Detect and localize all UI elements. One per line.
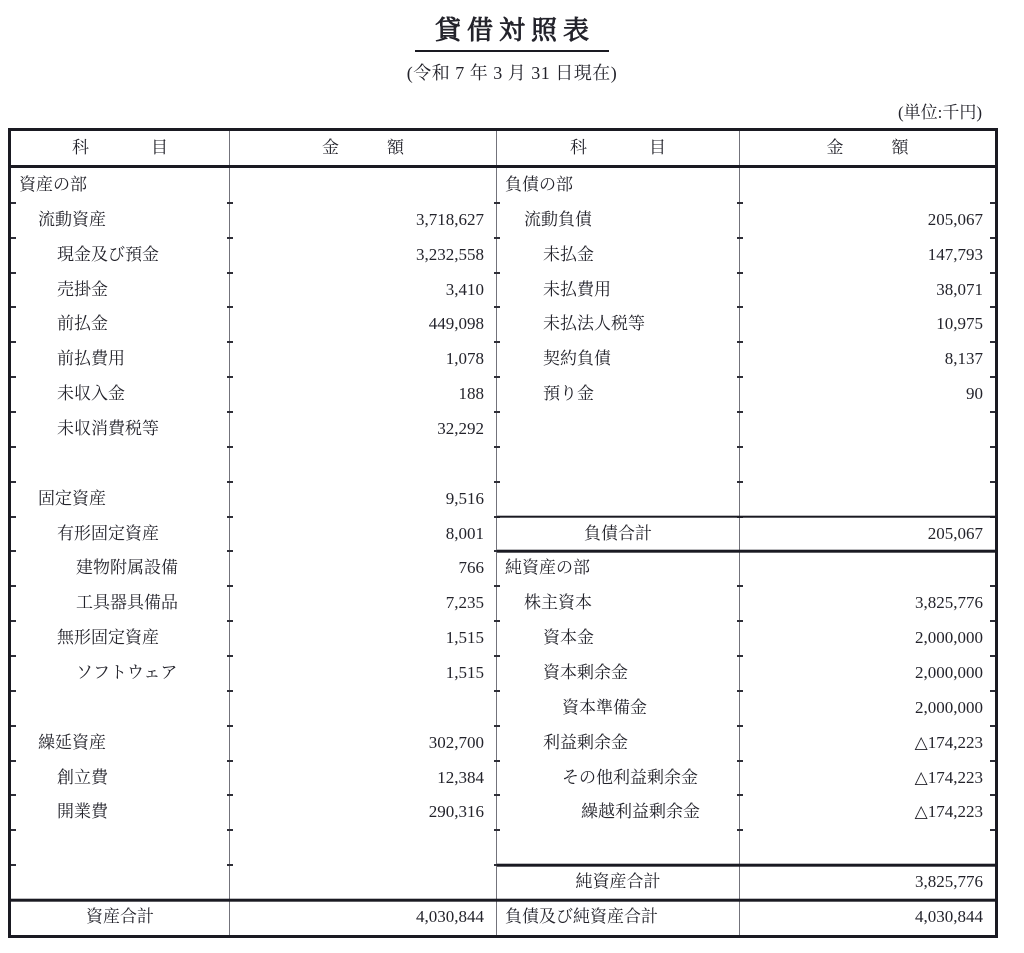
amount-cell: 3,718,627 [230, 203, 497, 238]
amount-cell: 147,793 [927, 244, 983, 264]
table-row [11, 691, 995, 726]
account-cell: 繰延資産 [11, 726, 230, 761]
amount-cell: 1,515 [230, 656, 497, 691]
account-cell [497, 447, 740, 482]
amount-cell [740, 482, 995, 517]
account-cell: その他利益剰余金 [497, 761, 740, 796]
column-header-amount-right: 金 額 [826, 138, 909, 157]
account-cell: 未払金 [497, 238, 740, 273]
account-cell: 工具器具備品 [11, 586, 230, 621]
table-row [11, 238, 995, 273]
account-cell: 資本準備金 [497, 691, 740, 726]
amount-cell [740, 551, 995, 586]
account-cell: 流動負債 [497, 203, 740, 238]
account-cell: 無形固定資産 [11, 621, 230, 656]
table-row [11, 586, 995, 621]
account-cell [497, 412, 740, 447]
table-header-row [11, 131, 995, 168]
account-cell: 現金及び預金 [11, 238, 230, 273]
account-cell [11, 865, 230, 900]
amount-cell: △174,223 [914, 767, 983, 787]
table-row [11, 482, 995, 517]
account-cell: 固定資産 [11, 482, 230, 517]
amount-cell [230, 830, 497, 865]
account-cell: 未払費用 [497, 273, 740, 308]
amount-cell: 1,078 [230, 342, 497, 377]
amount-cell [230, 865, 497, 900]
amount-cell: 90 [966, 384, 983, 404]
account-cell: 負債及び純資産合計 [497, 900, 740, 935]
amount-cell [740, 168, 995, 203]
account-cell: ソフトウェア [11, 656, 230, 691]
account-cell [497, 830, 740, 865]
amount-cell: 32,292 [230, 412, 497, 447]
table-row [11, 342, 995, 377]
amount-cell: 10,975 [936, 314, 983, 334]
account-cell: 売掛金 [11, 273, 230, 308]
account-cell: 流動資産 [11, 203, 230, 238]
title-area [0, 0, 1024, 52]
amount-cell: 3,410 [230, 273, 497, 308]
amount-cell: 2,000,000 [915, 697, 983, 717]
table-row [11, 517, 995, 552]
account-cell: 資産合計 [11, 900, 230, 935]
amount-cell: 2,000,000 [915, 628, 983, 648]
account-cell [11, 447, 230, 482]
amount-cell: 205,067 [927, 523, 983, 543]
account-cell: 資本金 [497, 621, 740, 656]
amount-cell: 9,516 [230, 482, 497, 517]
table-row [11, 621, 995, 656]
table-body [11, 168, 995, 935]
account-cell [11, 830, 230, 865]
amount-cell [230, 168, 497, 203]
table-row [11, 551, 995, 586]
table-row [11, 307, 995, 342]
table-row [11, 726, 995, 761]
amount-cell: 4,030,844 [230, 900, 497, 935]
table-row [11, 656, 995, 691]
page-title: 貸借対照表 [415, 10, 609, 52]
account-cell: 純資産合計 [497, 865, 740, 900]
as-of-date: (令和 7 年 3 月 31 日現在) [406, 63, 618, 83]
amount-cell: 3,825,776 [915, 872, 983, 892]
account-cell: 未払法人税等 [497, 307, 740, 342]
table-row [11, 447, 995, 482]
amount-cell: 1,515 [230, 621, 497, 656]
amount-cell: 12,384 [230, 761, 497, 796]
account-cell: 純資産の部 [497, 551, 740, 586]
account-cell: 資本剰余金 [497, 656, 740, 691]
amount-cell: 7,235 [230, 586, 497, 621]
amount-cell [740, 412, 995, 447]
account-cell: 利益剰余金 [497, 726, 740, 761]
amount-cell: 38,071 [936, 279, 983, 299]
account-cell: 負債の部 [497, 168, 740, 203]
account-cell: 未収入金 [11, 377, 230, 412]
account-cell: 未収消費税等 [11, 412, 230, 447]
amount-cell: 3,232,558 [230, 238, 497, 273]
amount-cell: 302,700 [230, 726, 497, 761]
account-cell: 契約負債 [497, 342, 740, 377]
amount-cell: 4,030,844 [915, 907, 983, 927]
account-cell [497, 482, 740, 517]
account-cell: 有形固定資産 [11, 517, 230, 552]
amount-cell: 290,316 [230, 795, 497, 830]
unit-label: (単位:千円) [897, 103, 982, 122]
amount-cell: 8,001 [230, 517, 497, 552]
amount-cell [740, 830, 995, 865]
column-header-amount-left: 金 額 [230, 131, 497, 165]
balance-sheet-table [8, 128, 998, 938]
amount-cell [740, 447, 995, 482]
table-row [11, 412, 995, 447]
column-header-account-right: 科 目 [497, 131, 740, 165]
account-cell: 建物附属設備 [11, 551, 230, 586]
table-row [11, 761, 995, 796]
account-cell: 創立費 [11, 761, 230, 796]
table-row [11, 273, 995, 308]
amount-cell: 205,067 [927, 209, 983, 229]
table-row [11, 377, 995, 412]
table-row [11, 830, 995, 865]
account-cell: 預り金 [497, 377, 740, 412]
amount-cell: △174,223 [914, 802, 983, 822]
account-cell: 繰越利益剰余金 [497, 795, 740, 830]
account-cell: 負債合計 [497, 517, 740, 552]
amount-cell [230, 691, 497, 726]
account-cell: 開業費 [11, 795, 230, 830]
amount-cell: 2,000,000 [915, 663, 983, 683]
amount-cell: 8,137 [944, 349, 983, 369]
account-cell [11, 691, 230, 726]
table-row [11, 900, 995, 935]
table-row [11, 795, 995, 830]
amount-cell: 3,825,776 [915, 593, 983, 613]
amount-cell: 449,098 [230, 307, 497, 342]
amount-cell: 766 [230, 551, 497, 586]
table-row [11, 865, 995, 900]
table-row [11, 168, 995, 203]
table-row [11, 203, 995, 238]
amount-cell: △174,223 [914, 732, 983, 752]
amount-cell [230, 447, 497, 482]
account-cell: 前払費用 [11, 342, 230, 377]
amount-cell: 188 [230, 377, 497, 412]
account-cell: 株主資本 [497, 586, 740, 621]
account-cell: 前払金 [11, 307, 230, 342]
column-header-account-left: 科 目 [11, 131, 230, 165]
account-cell: 資産の部 [11, 168, 230, 203]
